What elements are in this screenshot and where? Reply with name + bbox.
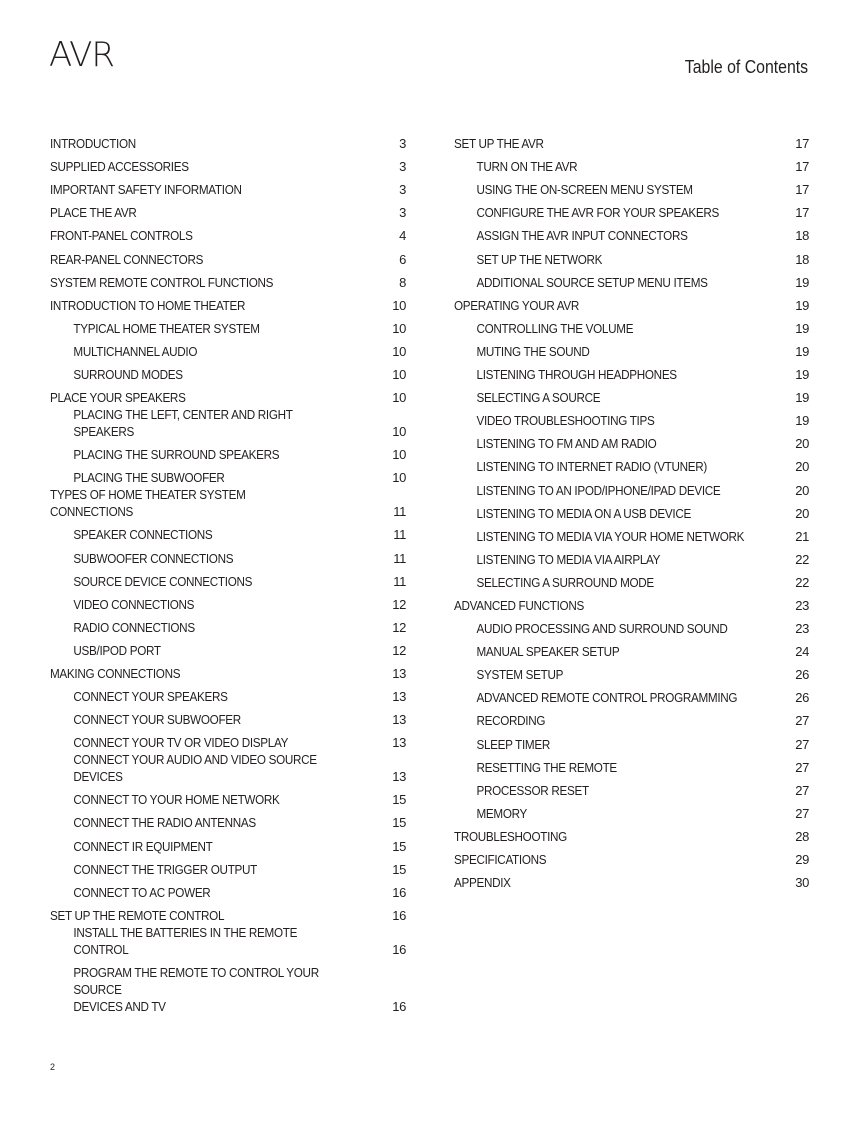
- toc-entry-page: 15: [392, 838, 406, 854]
- toc-entry[interactable]: [454, 637, 809, 660]
- toc-entry[interactable]: [50, 337, 406, 360]
- toc-entry-page: 10: [392, 470, 406, 486]
- toc-entry-title: SET UP THE AVR: [454, 136, 544, 152]
- toc-entry[interactable]: [50, 314, 406, 337]
- toc-entry-page: 16: [392, 884, 406, 900]
- toc-entry-title: CONNECT TO AC POWER: [73, 884, 211, 900]
- toc-entry-page: 20: [795, 505, 809, 521]
- toc-entry[interactable]: [50, 291, 406, 314]
- toc-entry-page: 11: [393, 550, 406, 566]
- toc-entry[interactable]: [454, 660, 809, 683]
- toc-entry[interactable]: [50, 855, 406, 878]
- toc-entry[interactable]: [454, 845, 809, 868]
- toc-entry-title: TROUBLESHOOTING: [454, 828, 567, 844]
- toc-entry-page: 10: [392, 320, 406, 336]
- toc-entry-page: 17: [795, 159, 809, 175]
- toc-entry-page: 22: [795, 574, 809, 590]
- toc-entry[interactable]: [454, 383, 809, 406]
- toc-entry-title: CONNECT YOUR SUBWOOFER: [73, 712, 241, 728]
- toc-entry-page: 16: [392, 998, 406, 1014]
- toc-entry[interactable]: [454, 175, 809, 198]
- toc-entry[interactable]: [454, 776, 809, 799]
- toc-entry[interactable]: [454, 152, 809, 175]
- toc-entry-page: 17: [795, 182, 809, 198]
- toc-entry-page: 27: [795, 782, 809, 798]
- toc-entry[interactable]: [50, 129, 406, 152]
- toc-entry-title: LISTENING TO MEDIA ON A USB DEVICE: [476, 505, 691, 521]
- toc-entry-title: SYSTEM SETUP: [476, 667, 564, 683]
- toc-left-column: [50, 129, 406, 1015]
- toc-entry-page: 12: [392, 596, 406, 612]
- toc-entry-title: IMPORTANT SAFETY INFORMATION: [50, 182, 242, 198]
- toc-entry-page: 10: [392, 390, 406, 406]
- toc-entry-page: 12: [392, 619, 406, 635]
- toc-entry-title: USING THE ON-SCREEN MENU SYSTEM: [476, 182, 693, 198]
- toc-entry[interactable]: [50, 486, 406, 520]
- toc-entry[interactable]: [50, 360, 406, 383]
- toc-entry-title: INTRODUCTION: [50, 136, 136, 152]
- toc-entry-page: 17: [795, 205, 809, 221]
- toc-entry[interactable]: [50, 924, 406, 958]
- toc-entry-title: TYPICAL HOME THEATER SYSTEM: [73, 320, 260, 336]
- toc-entry[interactable]: [50, 244, 406, 267]
- toc-entry[interactable]: [50, 543, 406, 566]
- toc-entry-page: 27: [795, 736, 809, 752]
- toc-entry[interactable]: [50, 751, 406, 785]
- toc-entry-title: VIDEO TROUBLESHOOTING TIPS: [476, 413, 655, 429]
- toc-entry-title: SUBWOOFER CONNECTIONS: [73, 550, 234, 566]
- toc-entry[interactable]: [454, 499, 809, 522]
- toc-entry-page: 11: [393, 573, 406, 589]
- toc-entry-page: 10: [392, 297, 406, 313]
- toc-entry-page: 30: [795, 875, 809, 891]
- toc-entry-page: 13: [392, 712, 406, 728]
- toc-entry[interactable]: [50, 567, 406, 590]
- toc-entry-title: CONFIGURE THE AVR FOR YOUR SPEAKERS: [476, 205, 720, 221]
- toc-entry[interactable]: [454, 522, 809, 545]
- toc-entry-title: FRONT-PANEL CONTROLS: [50, 228, 193, 244]
- toc-entry-page: 10: [392, 367, 406, 383]
- toc-entry-title: LISTENING TO INTERNET RADIO (VTUNER): [476, 459, 707, 475]
- toc-entry[interactable]: [454, 314, 809, 337]
- toc-entry-title: INSTALL THE BATTERIES IN THE REMOTE CONTROL: [73, 924, 298, 957]
- toc-entry[interactable]: [454, 337, 809, 360]
- toc-entry-title: PLACE THE AVR: [50, 205, 137, 221]
- toc-entry[interactable]: [454, 198, 809, 221]
- toc-entry-page: 28: [795, 828, 809, 844]
- toc-entry-page: 27: [795, 759, 809, 775]
- toc-entry[interactable]: [454, 729, 809, 752]
- toc-entry-title: PLACING THE LEFT, CENTER AND RIGHT SPEAKERS: [73, 407, 293, 440]
- toc-entry-page: 19: [795, 343, 809, 359]
- toc-entry[interactable]: [454, 591, 809, 614]
- toc-entry[interactable]: [454, 706, 809, 729]
- toc-entry-title: LISTENING TO MEDIA VIA YOUR HOME NETWORK: [476, 528, 745, 544]
- toc-entry[interactable]: [50, 831, 406, 854]
- toc-entry[interactable]: [50, 613, 406, 636]
- toc-entry-page: 16: [392, 907, 406, 923]
- toc-entry[interactable]: [50, 636, 406, 659]
- toc-entry-title: CONTROLLING THE VOLUME: [476, 320, 634, 336]
- toc-entry-title: SLEEP TIMER: [476, 736, 550, 752]
- toc-entry-title: MANUAL SPEAKER SETUP: [476, 644, 620, 660]
- toc-entry[interactable]: [454, 221, 809, 244]
- toc-entry-title: APPENDIX: [454, 875, 511, 891]
- toc-entry[interactable]: [454, 429, 809, 452]
- toc-entry-page: 6: [399, 251, 406, 267]
- toc-entry[interactable]: [454, 568, 809, 591]
- toc-entry-page: 18: [795, 228, 809, 244]
- toc-entry-title: REAR-PANEL CONNECTORS: [50, 251, 204, 267]
- toc-entry-page: 8: [399, 274, 406, 290]
- toc-entry[interactable]: [454, 268, 809, 291]
- toc-entry-page: 19: [795, 320, 809, 336]
- toc-entry[interactable]: [454, 822, 809, 845]
- toc-entry-title: PLACE YOUR SPEAKERS: [50, 390, 186, 406]
- toc-entry-page: 3: [399, 136, 406, 152]
- toc-entry-page: 13: [392, 665, 406, 681]
- toc-entry-page: 29: [795, 852, 809, 867]
- toc-entry-title: ADVANCED FUNCTIONS: [454, 597, 584, 613]
- toc-entry[interactable]: [50, 152, 406, 175]
- toc-entry-page: 19: [795, 413, 809, 429]
- toc-entry-page: 15: [392, 815, 406, 831]
- toc-entry-title: SET UP THE NETWORK: [476, 251, 603, 267]
- toc-entry[interactable]: [50, 175, 406, 198]
- toc-entry-title: SPEAKER CONNECTIONS: [73, 527, 213, 543]
- toc-entry-title: ASSIGN THE AVR INPUT CONNECTORS: [476, 228, 688, 244]
- toc-entry[interactable]: [50, 198, 406, 221]
- toc-entry-title: VIDEO CONNECTIONS: [73, 596, 195, 612]
- toc-entry[interactable]: [50, 682, 406, 705]
- toc-entry-title: SYSTEM REMOTE CONTROL FUNCTIONS: [50, 274, 274, 290]
- toc-entry-title: PLACING THE SUBWOOFER: [73, 470, 225, 486]
- toc-entry[interactable]: [50, 808, 406, 831]
- toc-entry-page: 19: [795, 274, 809, 290]
- toc-entry-page: 10: [392, 343, 406, 359]
- toc-entry[interactable]: [50, 268, 406, 291]
- toc-entry[interactable]: [50, 383, 406, 406]
- toc-entry-title: SPECIFICATIONS: [454, 852, 547, 867]
- toc-entry-page: 3: [399, 159, 406, 175]
- toc-entry-page: 24: [795, 644, 809, 660]
- toc-entry-title: AUDIO PROCESSING AND SURROUND SOUND: [476, 621, 728, 637]
- toc-entry[interactable]: [454, 614, 809, 637]
- toc-entry-title: SUPPLIED ACCESSORIES: [50, 159, 189, 175]
- toc-entry-title: CONNECT THE RADIO ANTENNAS: [73, 815, 256, 831]
- toc-entry-page: 15: [392, 861, 406, 877]
- toc-entry[interactable]: [454, 799, 809, 822]
- toc-entry[interactable]: [454, 452, 809, 475]
- toc-entry-page: 13: [392, 735, 406, 751]
- toc-entry[interactable]: [454, 753, 809, 776]
- toc-entry-title: CONNECT YOUR TV OR VIDEO DISPLAY: [73, 735, 289, 751]
- toc-entry-title: RESETTING THE REMOTE: [476, 759, 617, 775]
- toc-entry-page: 16: [392, 941, 406, 957]
- toc-entry[interactable]: [50, 520, 406, 543]
- page-number: 2: [50, 1062, 56, 1072]
- toc-entry[interactable]: [50, 659, 406, 682]
- toc-entry-title: LISTENING TO AN IPOD/IPHONE/IPAD DEVICE: [476, 482, 721, 498]
- toc-entry-title: MEMORY: [476, 805, 528, 821]
- toc-entry-title: RECORDING: [476, 713, 546, 729]
- toc-entry[interactable]: [454, 545, 809, 568]
- toc-entry[interactable]: [50, 705, 406, 728]
- toc-entry[interactable]: [454, 360, 809, 383]
- toc-entry-title: MAKING CONNECTIONS: [50, 665, 181, 681]
- toc-entry-page: 27: [795, 713, 809, 729]
- toc-entry[interactable]: [454, 129, 809, 152]
- toc-entry-page: 22: [795, 551, 809, 567]
- toc-entry-title: LISTENING TO MEDIA VIA AIRPLAY: [476, 551, 661, 567]
- toc-entry[interactable]: [50, 406, 406, 440]
- toc-entry-title: LISTENING TO FM AND AM RADIO: [476, 436, 657, 452]
- toc-entry[interactable]: [50, 440, 406, 463]
- toc-entry-page: 17: [795, 136, 809, 152]
- toc-entry[interactable]: [454, 406, 809, 429]
- toc-entry[interactable]: [50, 463, 406, 486]
- toc-entry[interactable]: [50, 590, 406, 613]
- toc-entry[interactable]: [50, 221, 406, 244]
- toc-entry-title: TURN ON THE AVR: [476, 159, 578, 175]
- toc-entry-page: 21: [795, 528, 809, 544]
- toc-entry-page: 13: [392, 689, 406, 705]
- avr-logo: AVR: [49, 35, 114, 75]
- toc-entry-title: OPERATING YOUR AVR: [454, 297, 580, 313]
- toc-entry[interactable]: [50, 901, 406, 924]
- toc-entry-title: SELECTING A SOURCE: [476, 390, 601, 406]
- toc-entry-title: TYPES OF HOME THEATER SYSTEM CONNECTIONS: [50, 487, 246, 520]
- toc-right-column: [454, 129, 809, 891]
- toc-entry-title: CONNECT TO YOUR HOME NETWORK: [73, 792, 280, 808]
- toc-entry-page: 20: [795, 482, 809, 498]
- toc-entry-title: SET UP THE REMOTE CONTROL: [50, 907, 225, 923]
- toc-entry-page: 26: [795, 690, 809, 706]
- toc-entry[interactable]: [50, 728, 406, 751]
- toc-entry-page: 11: [393, 504, 406, 520]
- toc-entry-page: 19: [795, 390, 809, 406]
- toc-entry[interactable]: [454, 683, 809, 706]
- toc-entry-page: 3: [399, 205, 406, 221]
- toc-entry-title: ADVANCED REMOTE CONTROL PROGRAMMING: [476, 690, 738, 706]
- toc-entry[interactable]: [454, 291, 809, 314]
- toc-entry-title: INTRODUCTION TO HOME THEATER: [50, 297, 246, 313]
- toc-entry[interactable]: [50, 958, 406, 1015]
- toc-entry-title: MULTICHANNEL AUDIO: [73, 343, 198, 359]
- page-title: Table of Contents: [684, 57, 808, 77]
- toc-entry-title: PROCESSOR RESET: [476, 782, 589, 798]
- toc-entry-page: 13: [392, 769, 406, 785]
- toc-entry-page: 18: [795, 251, 809, 267]
- toc-entry-title: RADIO CONNECTIONS: [73, 619, 195, 635]
- toc-entry-page: 23: [795, 621, 809, 637]
- toc-entry-title: SOURCE DEVICE CONNECTIONS: [73, 573, 253, 589]
- toc-entry-page: 11: [393, 527, 406, 543]
- toc-entry[interactable]: [50, 878, 406, 901]
- toc-entry-title: LISTENING THROUGH HEADPHONES: [476, 367, 677, 383]
- toc-entry-title: CONNECT IR EQUIPMENT: [73, 838, 213, 854]
- toc-entry-title: PLACING THE SURROUND SPEAKERS: [73, 447, 280, 463]
- toc-entry[interactable]: [454, 475, 809, 498]
- toc-entry-page: 23: [795, 597, 809, 613]
- toc-entry-page: 26: [795, 667, 809, 683]
- toc-entry-page: 20: [795, 459, 809, 475]
- toc-entry-page: 19: [795, 297, 809, 313]
- toc-entry[interactable]: [50, 785, 406, 808]
- toc-entry-page: 4: [399, 228, 406, 244]
- toc-entry-page: 3: [399, 182, 406, 198]
- toc-entry-title: CONNECT YOUR AUDIO AND VIDEO SOURCE DEVICES: [73, 752, 317, 785]
- toc-entry-title: SURROUND MODES: [73, 367, 183, 383]
- toc-entry-page: 15: [392, 792, 406, 808]
- toc-entry-page: 20: [795, 436, 809, 452]
- toc-entry-title: MUTING THE SOUND: [476, 343, 590, 359]
- toc-entry-title: CONNECT YOUR SPEAKERS: [73, 689, 228, 705]
- toc-entry[interactable]: [454, 244, 809, 267]
- toc-entry-page: 27: [795, 805, 809, 821]
- toc-entry-title: CONNECT THE TRIGGER OUTPUT: [73, 861, 257, 877]
- toc-entry-title: USB/IPOD PORT: [73, 642, 161, 658]
- toc-entry-title: SELECTING A SURROUND MODE: [476, 574, 654, 590]
- toc-entry-title: ADDITIONAL SOURCE SETUP MENU ITEMS: [476, 274, 708, 290]
- toc-entry-page: 10: [392, 424, 406, 440]
- toc-entry-page: 12: [392, 642, 406, 658]
- toc-entry[interactable]: [454, 868, 809, 891]
- toc-entry-page: 10: [392, 447, 406, 463]
- toc-entry-title: PROGRAM THE REMOTE TO CONTROL YOUR SOURCE DEVICES AND TV: [73, 964, 319, 1014]
- toc-entry-page: 19: [795, 367, 809, 383]
